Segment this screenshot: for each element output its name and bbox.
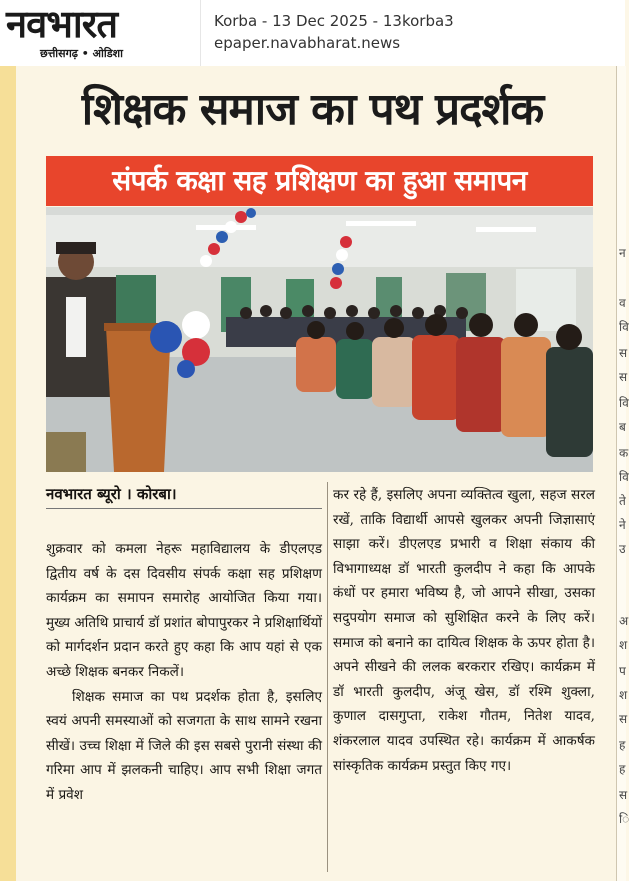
next-column-fragment: वि xyxy=(619,470,629,484)
next-column-fragment: ने xyxy=(619,518,626,532)
article-column-1 xyxy=(46,537,322,808)
newspaper-logo[interactable] xyxy=(0,0,201,66)
article-byline: नवभारत ब्यूरो । कोरबा। xyxy=(46,485,177,503)
next-column-fragment: श xyxy=(619,688,628,702)
article-column-2 xyxy=(333,483,595,778)
next-column-fragment: ि xyxy=(619,812,629,826)
logo-text: नवभारत xyxy=(6,1,117,46)
article-photo xyxy=(46,207,593,472)
event-photo-illustration xyxy=(46,207,593,472)
column-divider xyxy=(327,482,328,872)
next-column-fragment: स xyxy=(619,788,628,802)
next-column-fragment: अ xyxy=(619,614,629,628)
site-url[interactable]: epaper.navabharat.news xyxy=(214,34,401,52)
article-subheadline-banner xyxy=(46,156,593,206)
next-column-fragment: ह xyxy=(619,762,626,776)
masthead xyxy=(0,0,625,66)
article-paragraph-1: शुक्रवार को कमला नेहरू महाविद्यालय के डीएलएड द्वितीय वर्ष के दस दिवसीय संपर्क कक्षा सह प्रशिक्षण कार्यक्रम का समापन समारोह आयोजित किया गया। मुख्य अतिथि प्राचार्य डॉ प्रशांत बोपापुरकर ने प्रशिक्षार्थियों को मार्गदर्शन प्रदान करते हुए कहा कि आप यहां से एक अच्छे शिक्षक बनकर निकलें। xyxy=(46,541,322,680)
next-column-fragment: स xyxy=(619,712,628,726)
logo-subtitle: छत्तीसगढ़ • ओडिशा xyxy=(40,47,123,60)
left-margin-strip xyxy=(0,66,16,881)
next-column-fragment: व xyxy=(619,296,626,310)
next-column-fragment: वि xyxy=(619,320,629,334)
article-paragraph-3: कर रहे हैं, इसलिए अपना व्यक्तित्व खुला, सहज सरल रखें, ताकि विद्यार्थी आपसे खुलकर अपनी जिज्ञासाएं साझा करें। डीएलएड प्रभारी व शिक्षा संकाय की विभागाध्यक्ष डॉ भारती कुलदीप ने कहा कि आपके कंधों पर हमारा भविष्य है, जो आपने सीखा, उसका सदुपयोग समाज को सुशिक्षित करने के लिए करें। समाज को बनाने का दायित्व शिक्षक के ऊपर होता है। अपने सीखने की ललक बरकरार रखिए। कार्यक्रम में डॉ भारती कुलदीप, अंजू खेस, डॉ रश्मि शुक्ला, कुणाल दासगुप्ता, राकेश गौतम, नितेश यादव, शंकरलाल यादव उपस्थित रहे। कार्यक्रम में आकर्षक सांस्कृतिक कार्यक्रम प्रस्तुत किए गए। xyxy=(333,487,595,774)
article-subheadline: संपर्क कक्षा सह प्रशिक्षण का हुआ समापन xyxy=(112,164,527,197)
next-column-fragment: वि xyxy=(619,396,629,410)
next-column-fragment: ह xyxy=(619,738,626,752)
next-column-fragment: स xyxy=(619,370,628,384)
next-column-fragment: न xyxy=(619,246,626,260)
next-column-fragment: क xyxy=(619,446,629,460)
article-headline: शिक्षक समाज का पथ प्रदर्शक xyxy=(81,84,544,135)
next-column-fragment: स xyxy=(619,346,628,360)
edition-line: Korba - 13 Dec 2025 - 13korba3 xyxy=(214,12,454,30)
next-column-fragment: उ xyxy=(619,542,626,556)
next-column-fragment: प xyxy=(619,664,626,678)
article-paragraph-2: शिक्षक समाज का पथ प्रदर्शक होता है, इसलिए स्वयं अपनी समस्याओं को सजगता के साथ सामने रखना सीखें। उच्च शिक्षा में जिले की इस सबसे पुरानी संस्था की गरिमा आप में झलकनी चाहिए। आप सभी शिक्षा जगत में प्रवेश xyxy=(46,688,322,803)
next-column-fragment: श xyxy=(619,638,628,652)
next-column-fragment: ते xyxy=(619,494,626,508)
next-column-fragment: ब xyxy=(619,420,626,434)
byline-rule xyxy=(46,508,322,509)
